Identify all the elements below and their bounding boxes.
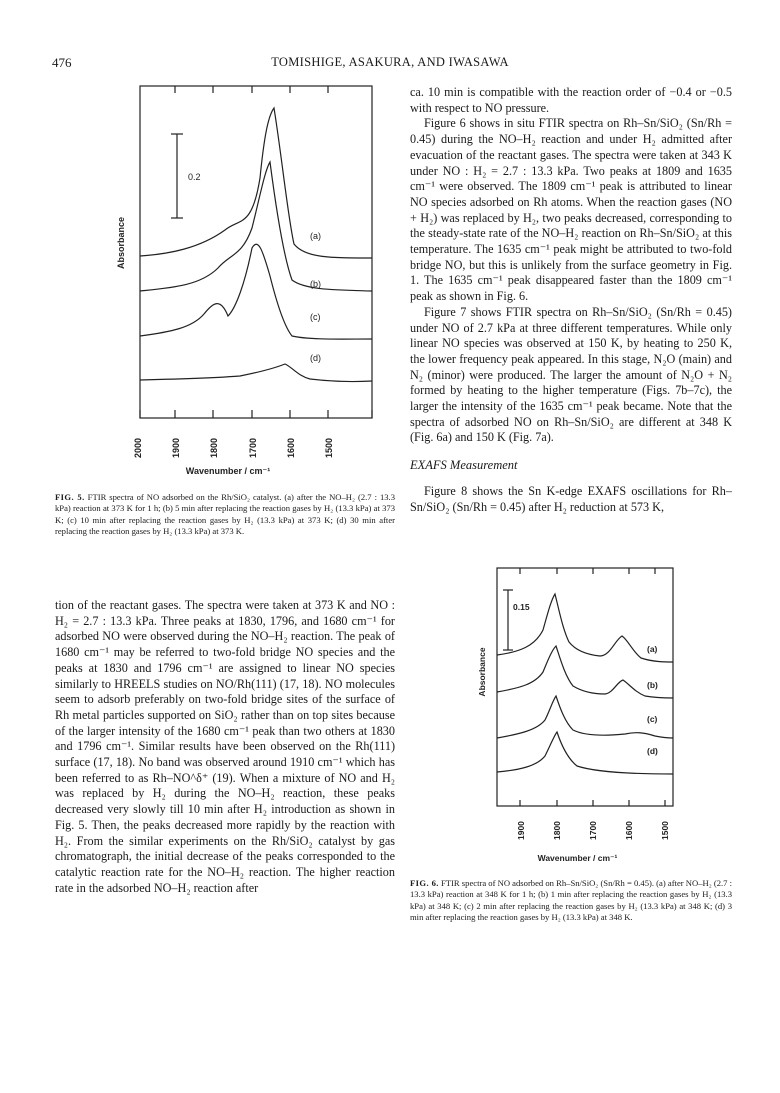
- fig6-x-axis-label: Wavenumber / cm⁻¹: [537, 853, 618, 863]
- right-paragraph-3: Figure 7 shows FTIR spectra on Rh–Sn/SiO₂ (Sn/Rh = 0.45) under NO of 2.7 kPa at three different temperatures. While only linear NO species was observed at 150 K, by heating to 250 K, the lower frequency peak appeared. In this stage, N₂O (main) and N₂ (minor) were produced. The larger the amount of N₂O + N₂ formed by heating to the higher temperature (Figs. 7b–7c), the larger the intensity of the 1635 cm⁻¹ peak became. Note that the spectra of adsorbed NO on Rh–Sn/SiO₂ are different at 348 K (Fig. 6a) and 150 K (Fig. 7a).: [410, 304, 732, 445]
- right-paragraph-1: ca. 10 min is compatible with the reaction order of −0.4 or −0.5 with respect to NO pressure.: [410, 85, 732, 115]
- fig5-trace-label-c: (c): [310, 312, 321, 322]
- fig5-frame: [140, 86, 372, 418]
- fig5-x-tick-label: 1600: [286, 437, 296, 458]
- right-paragraph-4: Figure 8 shows the Sn K-edge EXAFS oscillations for Rh–Sn/SiO₂ (Sn/Rh = 0.45) after H₂ reduction at 573 K,: [410, 483, 732, 514]
- section-heading-exafs: EXAFS Measurement: [410, 458, 518, 473]
- fig6-x-tick-label: 1800: [552, 821, 562, 840]
- fig5-x-tick-label: 1800: [209, 437, 219, 458]
- fig6-caption-text: FTIR spectra of NO adsorbed on Rh–Sn/SiO₂ (Sn/Rh = 0.45). (a) after NO–H₂ (2.7 : 13.3 kPa) reaction at 348 K for 1 h; (b) 1 min after replacing the reaction gases by H₂ (13.3 kPa) at 348 K; (c) 2 min after replacing the reaction gases by H₂ (13.3 kPa) at 348 K; (d) 3 min after replacing the reaction gases by H₂ (13.3 kPa) at 348 K.: [410, 878, 733, 923]
- fig6-scale-label: 0.15: [513, 602, 530, 612]
- page-number: 476: [52, 55, 72, 70]
- fig6-x-tick-label: 1900: [516, 821, 526, 840]
- fig5-scale-bar: [171, 134, 183, 218]
- fig5-trace-d: [140, 364, 372, 382]
- right-paragraph-2: Figure 6 shows in situ FTIR spectra on Rh–Sn/SiO₂ (Sn/Rh = 0.45) during the NO–H₂ reaction and under H₂ admitted after evacuation of the reactant gases. The spectra were taken at 343 K under NO : H₂ = 2.7 : 13.3 kPa. Two peaks at 1809 and 1635 cm⁻¹ were observed. The 1809 cm⁻¹ peak is attributed to linear NO species adsorbed on Rh atoms. When the reaction gases (NO + H₂) was replaced by H₂, two peaks decreased, corresponding to the steady-state rate of the NO–H₂ reaction on Rh–Sn/SiO₂ at this temperature. The 1635 cm⁻¹ peak might be attributed to two-fold bridge NO, but this is unlikely from the surface geometry in Fig. 1. The 1635 cm⁻¹ peak disappeared faster than the 1809 cm⁻¹ peak as shown in Fig. 6.: [410, 116, 732, 304]
- fig5-caption-lead: FIG. 5.: [55, 492, 85, 502]
- fig5-y-axis-label: Absorbance: [116, 216, 126, 270]
- fig5-x-tick-label: 2000: [133, 437, 143, 458]
- fig6-x-tick-label: 1700: [588, 821, 598, 840]
- fig5-trace-label-a: (a): [310, 231, 321, 241]
- fig5-trace-a: [140, 108, 372, 258]
- fig6-x-tick-label: 1600: [624, 821, 634, 840]
- running-title: TOMISHIGE, ASAKURA, AND IWASAWA: [271, 55, 509, 69]
- fig6-scale-bar: [503, 590, 513, 650]
- fig5-caption-text: FTIR spectra of NO adsorbed on the Rh/SiO₂ catalyst. (a) after the NO–H₂ (2.7 : 13.3 kPa) reaction at 373 K for 1 h; (b) 5 min after replacing the reaction gases by H₂ (13.3 kPa) at 373 K; (c) 10 min after replacing the reaction gases by H₂ (13.3 kPa) at 373 K; (d) 30 min after replacing the reaction gases by H₂ (13.3 kPa) at 373 K.: [55, 492, 395, 537]
- fig5-x-axis-label: Wavenumber / cm⁻¹: [185, 466, 271, 476]
- fig5-trace-b: [140, 162, 372, 291]
- figure-6-plot: [465, 560, 690, 845]
- right-column-text: [410, 85, 732, 515]
- figure-5-plot: [100, 78, 390, 478]
- left-paragraph-1: tion of the reactant gases. The spectra were taken at 373 K and NO : H₂ = 2.7 : 13.3 kPa. Three peaks at 1830, 1796, and 1680 cm⁻¹ for adsorbed NO were observed during the NO–H₂ reaction. The peak of 1680 cm⁻¹ may be referred to two-fold bridge NO species and the peaks at 1830 and 1796 cm⁻¹ are assigned to linear NO species similarly to HREELS studies on NO/Rh(111) (17, 18). NO molecules seem to adsorb preferably on two-fold bridge sites of the surface of Rh metal particles supported on SiO₂ rather than on top sites because of the larger intensity of the 1680 cm⁻¹ peak than two others at 1830 and 1796 cm⁻¹. Similar results have been observed on the Rh(111) surface (17, 18). No band was observed around 1910 cm⁻¹ which has been referred to as Rh–NO^δ⁺ (19). When a mixture of NO and H₂ was replaced by H₂ during the NO–H₂ reaction, these peaks decreased very slowly till 10 min after H₂ introduction as shown in Fig. 5. Then, the peaks decreased more rapidly by the reaction with H₂. From the similar experiments on the Rh/SiO₂ catalyst by gas chromatograph, the initial decrease of the peaks corresponded to the catalytic reaction rate for the NO–H₂ reaction. The higher reaction rate in the adsorbed NO–H₂ reaction after: [55, 598, 395, 895]
- fig5-x-tick-label: 1900: [171, 437, 181, 458]
- fig5-x-tick-label: 1500: [324, 437, 334, 458]
- fig5-scale-label: 0.2: [188, 172, 201, 182]
- fig6-trace-label-c: (c): [647, 714, 658, 724]
- fig6-caption: [410, 878, 732, 924]
- fig5-x-tick-label: 1700: [248, 437, 258, 458]
- left-column-text: [55, 598, 395, 896]
- fig6-x-tick-label: 1500: [660, 821, 670, 840]
- fig5-trace-c: [140, 244, 372, 339]
- fig6-trace-label-a: (a): [647, 644, 658, 654]
- fig5-trace-label-d: (d): [310, 353, 321, 363]
- fig6-caption-lead: FIG. 6.: [410, 878, 439, 888]
- fig6-y-axis-label: Absorbance: [477, 647, 487, 697]
- fig5-caption: [55, 492, 395, 538]
- fig5-trace-label-b: (b): [310, 279, 321, 289]
- fig6-trace-label-b: (b): [647, 680, 658, 690]
- fig6-trace-label-d: (d): [647, 746, 658, 756]
